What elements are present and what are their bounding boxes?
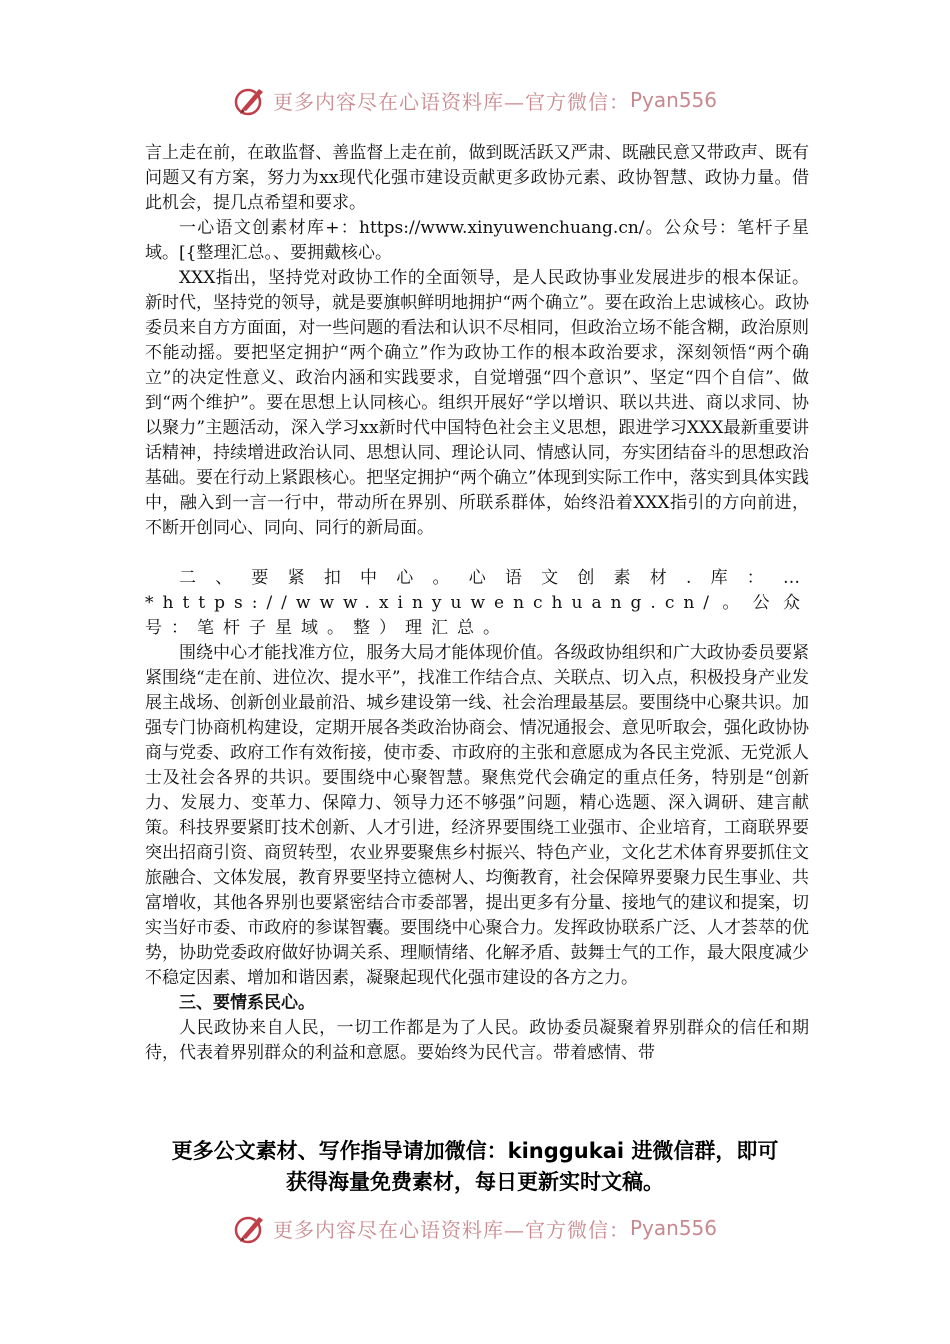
footer-watermark bbox=[0, 1208, 950, 1248]
body-paragraph: 言上走在前，在敢监督、善监督上走在前，做到既活跃又严肃、既融民意又带政声、既有问题又有方案，努力为xx现代化强市建设贡献更多政协元素、政协智慧、政协力量。借此机会，提几点希望和要求。 bbox=[145, 143, 809, 213]
watermark-handle: Pyan556 bbox=[629, 1216, 717, 1240]
watermark-text: 更多内容尽在心语资料库—官方微信： bbox=[272, 89, 630, 114]
promo-banner bbox=[0, 1136, 950, 1198]
watermark-handle: Pyan556 bbox=[629, 88, 717, 112]
body-paragraph: 人民政协来自人民，一切工作都是为了人民。政协委员凝聚着界别群众的信任和期待，代表着界别群众的利益和意愿。要始终为民代言。带着感情、带 bbox=[145, 1018, 809, 1063]
body-paragraph: XXX指出，坚持党对政协工作的全面领导，是人民政协事业发展进步的根本保证。新时代，坚持党的领导，就是要旗帜鲜明地拥护“两个确立”。要在政治上忠诚核心。政协委员来自方方面面，对一些问题的看法和认识不尽相同，但政治立场不能含糊，政治原则不能动摇。要把坚定拥护“两个确立”作为政协工作的根本政治要求，深刻领悟“两个确立”的决定性意义、政治内涵和实践要求，自觉增强“四个意识”、坚定“四个自信”、做到“两个维护”。要在思想上认同核心。组织开展好“学以增识、联以共进、商以求同、协以聚力”主题活动，深入学习xx新时代中国特色社会主义思想，跟进学习XXX最新重要讲话精神，持续增进政治认同、思想认同、理论认同、情感认同，夯实团结奋斗的思想政治基础。要在行动上紧跟核心。把坚定拥护“两个确立”体现到实际工作中，落实到具体实践中，融入到一言一行中，带动所在界别、所联系群体，始终沿着XXX指引的方向前进，不断开创同心、同向、同行的新局面。 bbox=[145, 268, 809, 538]
document-body bbox=[145, 141, 809, 1066]
pen-logo-icon bbox=[233, 1211, 267, 1245]
header-watermark bbox=[0, 80, 950, 120]
section-heading-3: 三、要情系民心。 bbox=[179, 993, 315, 1013]
promo-line: 更多公文素材、写作指导请加微信：kinggukai 进微信群，即可 bbox=[171, 1139, 779, 1163]
watermark-text: 更多内容尽在心语资料库—官方微信： bbox=[272, 1217, 630, 1242]
section-heading-2: 二、要紧扣中心。心语文创素材.库：…*https://www.xinyuwenchuang.cn/。公众号：笔杆子星域。整）理汇总。 bbox=[145, 568, 809, 638]
resource-note: 一心语文创素材库+：https://www.xinyuwenchuang.cn/。公众号：笔杆子星域。[{整理汇总。、要拥戴核心。 bbox=[145, 218, 809, 263]
promo-line: 获得海量免费素材，每日更新实时文稿。 bbox=[286, 1170, 664, 1194]
pen-logo-icon bbox=[233, 83, 267, 117]
body-paragraph: 围绕中心才能找准方位，服务大局才能体现价值。各级政协组织和广大政协委员要紧紧围绕“走在前、进位次、提水平”，找准工作结合点、关联点、切入点，积极投身产业发展主战场、创新创业最前沿、城乡建设第一线、社会治理最基层。要围绕中心聚共识。加强专门协商机构建设，定期开展各类政治协商会、情况通报会、意见听取会，强化政协协商与党委、政府工作有效衔接，使市委、市政府的主张和意愿成为各民主党派、无党派人士及社会各界的共识。要围绕中心聚智慧。聚焦党代会确定的重点任务，特别是“创新力、发展力、变革力、保障力、领导力还不够强”问题，精心选题、深入调研、建言献策。科技界要紧盯技术创新、人才引进，经济界要围绕工业强市、企业培育，工商联界要突出招商引资、商贸转型，农业界要聚焦乡村振兴、特色产业，文化艺术体育界要抓住文旅融合、文体发展，教育界要坚持立德树人、均衡教育，社会保障界要聚力民生事业、共富增收，其他各界别也要紧密结合市委部署，提出更多有分量、接地气的建议和提案，切实当好市委、市政府的参谋智囊。要围绕中心聚合力。发挥政协联系广泛、人才荟萃的优势，协助党委政府做好协调关系、理顺情绪、化解矛盾、鼓舞士气的工作，最大限度减少不稳定因素、增加和谐因素，凝聚起现代化强市建设的各方之力。 bbox=[145, 643, 809, 988]
